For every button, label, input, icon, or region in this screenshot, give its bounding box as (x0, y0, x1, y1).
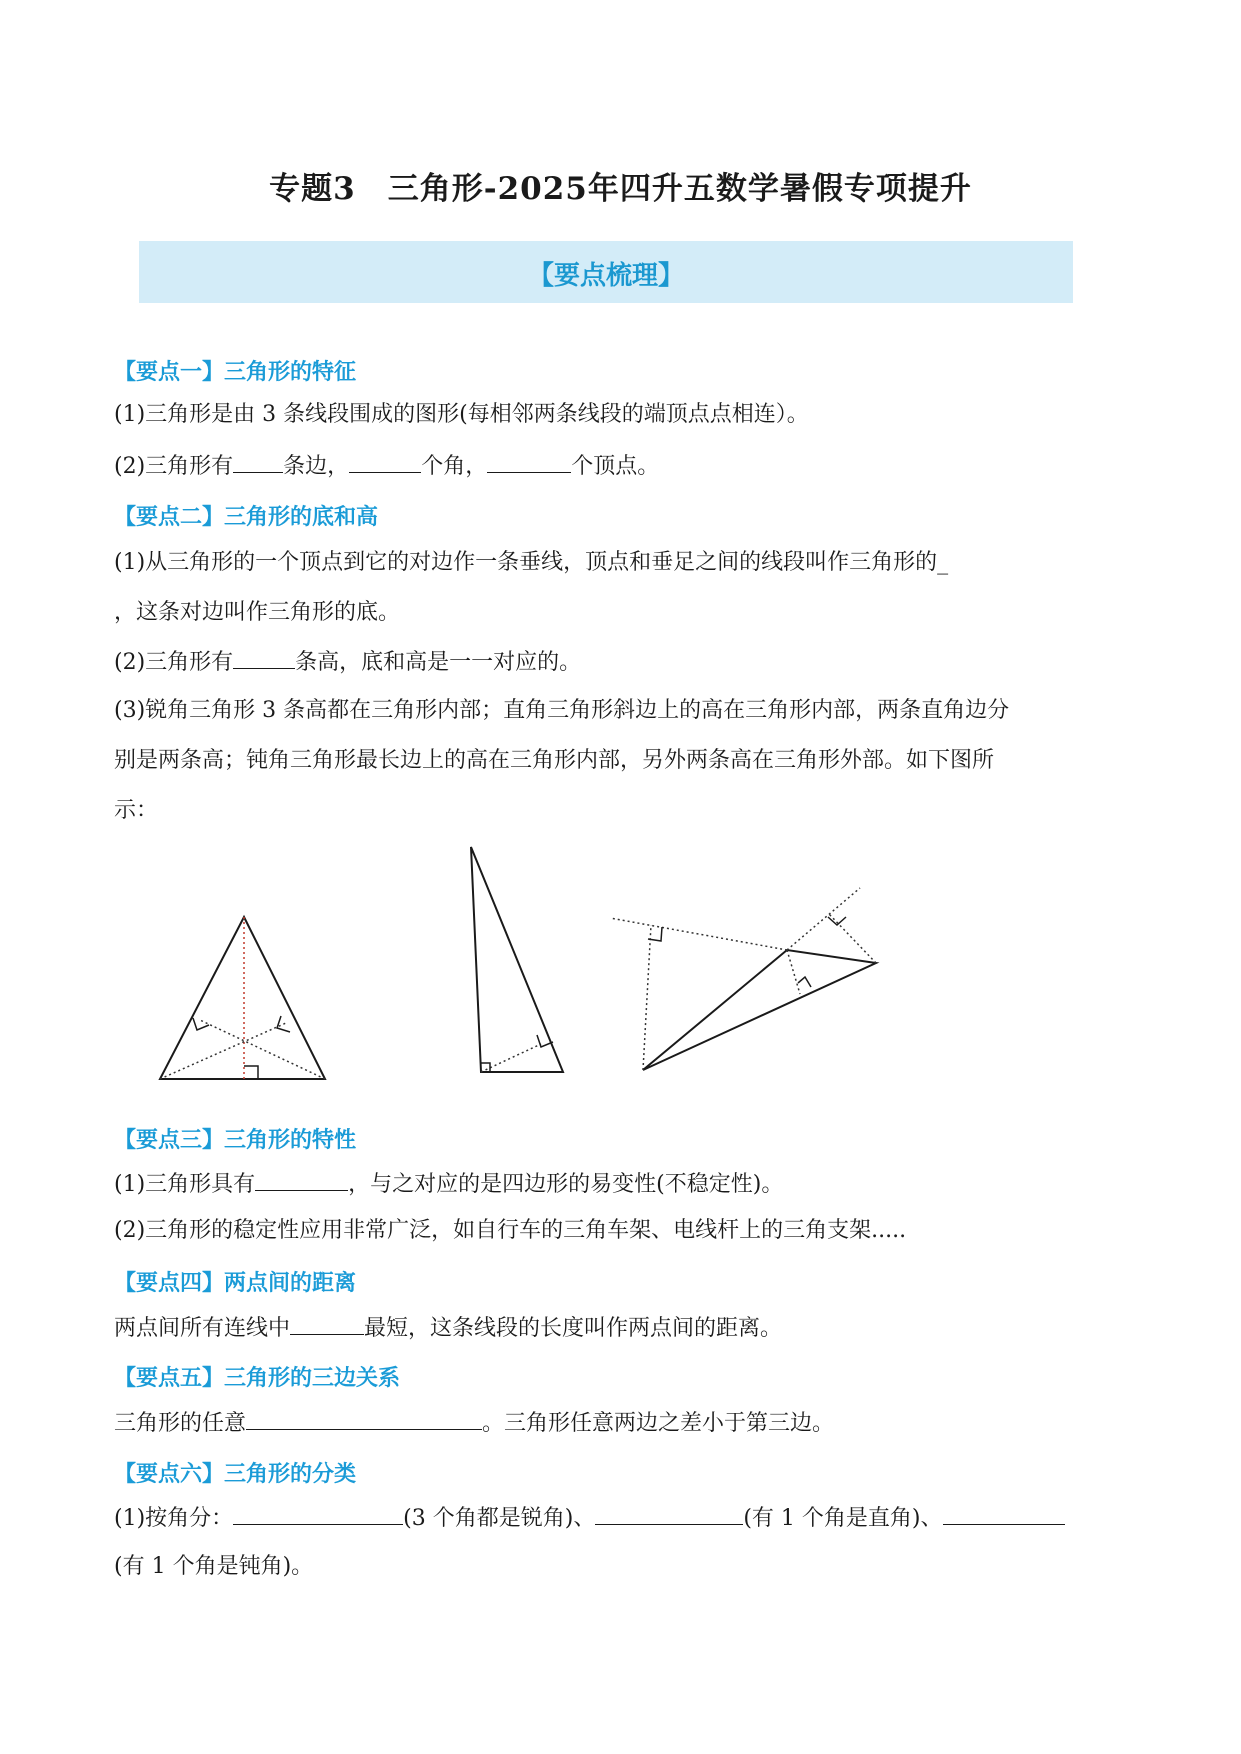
heading-point-3: 【要点三】三角形的特性 (114, 1128, 357, 1153)
fill-blank[interactable] (349, 450, 421, 473)
fill-blank[interactable] (233, 450, 283, 473)
text-fragment: (3 个角都是锐角)、 (403, 1506, 596, 1531)
extended-side (610, 918, 787, 950)
text-line: (有 1 个角是钝角)。 (114, 1554, 314, 1579)
text-fragment: 最短，这条线段的长度叫作两点间的距离。 (364, 1316, 783, 1341)
right-triangle (471, 847, 563, 1072)
extended-side (787, 888, 860, 950)
text-line: ，这条对边叫作三角形的底。 (114, 600, 401, 625)
altitude-line (200, 1020, 325, 1079)
text-fragment: (有 1 个角是直角)、 (743, 1506, 943, 1531)
fill-blank[interactable] (233, 646, 295, 669)
text-fragment: (2)三角形有 (114, 650, 234, 675)
text-line: (1)从三角形的一个顶点到它的对边作一条垂线，顶点和垂足之间的线段叫作三角形的_ (114, 550, 949, 575)
fill-blank[interactable] (290, 1312, 364, 1335)
altitude-line (787, 950, 800, 994)
text-line (114, 1502, 1065, 1534)
banner-label: 【要点梳理】 (527, 261, 684, 291)
text-fragment: 。三角形任意两边之差小于第三边。 (482, 1411, 835, 1436)
text-fragment: (1)三角形具有 (114, 1172, 256, 1197)
acute-triangle-figure (150, 900, 340, 1085)
heading-point-2: 【要点二】三角形的底和高 (114, 505, 379, 530)
heading-point-4: 【要点四】两点间的距离 (114, 1271, 357, 1296)
obtuse-triangle (643, 950, 876, 1070)
text-fragment: (2)三角形有 (114, 454, 234, 479)
text-fragment: (1)按角分： (114, 1506, 234, 1531)
text-fragment: 个顶点。 (571, 454, 660, 479)
text-line: (1)三角形是由 3 条线段围成的图形(每相邻两条线段的端顶点点相连）。 (114, 402, 809, 427)
text-line (114, 646, 581, 678)
text-fragment: 个角， (421, 454, 488, 479)
heading-point-6: 【要点六】三角形的分类 (114, 1462, 357, 1487)
fill-blank[interactable] (246, 1407, 482, 1430)
fill-blank[interactable] (233, 1502, 403, 1525)
section-banner (139, 241, 1073, 303)
fill-blank[interactable] (595, 1502, 743, 1525)
altitude-line (643, 925, 651, 1070)
right-triangle-figure (465, 840, 570, 1080)
right-angle-mark (798, 977, 811, 987)
right-angle-mark (244, 1066, 258, 1079)
text-line: 别是两条高；钝角三角形最长边上的高在三角形内部，另外两条高在三角形外部。如下图所 (114, 748, 995, 773)
heading-point-1: 【要点一】三角形的特征 (114, 360, 357, 385)
text-fragment: 条边， (283, 454, 350, 479)
text-line: 示： (114, 798, 159, 823)
acute-triangle (160, 917, 325, 1079)
obtuse-triangle-figure (605, 880, 885, 1080)
text-fragment: 条高，底和高是一一对应的。 (295, 650, 582, 675)
heading-point-5: 【要点五】三角形的三边关系 (114, 1366, 401, 1391)
text-line (114, 1407, 834, 1439)
text-line (114, 1312, 782, 1344)
text-fragment: 三角形的任意 (114, 1411, 247, 1436)
altitude-line (160, 1023, 286, 1079)
fill-blank[interactable] (943, 1502, 1065, 1525)
fill-blank[interactable] (487, 450, 571, 473)
text-fragment: 两点间所有连线中 (114, 1316, 291, 1341)
fill-blank[interactable] (255, 1168, 348, 1191)
text-fragment: ，与之对应的是四边形的易变性(不稳定性)。 (348, 1172, 784, 1197)
text-line: (3)锐角三角形 3 条高都在三角形内部；直角三角形斜边上的高在三角形内部，两条直角边分 (114, 698, 1010, 723)
text-line (114, 450, 659, 482)
page-title: 专题3 三角形-2025年四升五数学暑假专项提升 (269, 171, 972, 207)
altitude-line (829, 914, 876, 963)
text-line: (2)三角形的稳定性应用非常广泛，如自行车的三角车架、电线杆上的三角支架..... (114, 1218, 907, 1243)
right-angle-mark (828, 917, 846, 925)
text-line (114, 1168, 783, 1200)
right-angle-mark (193, 1018, 209, 1030)
